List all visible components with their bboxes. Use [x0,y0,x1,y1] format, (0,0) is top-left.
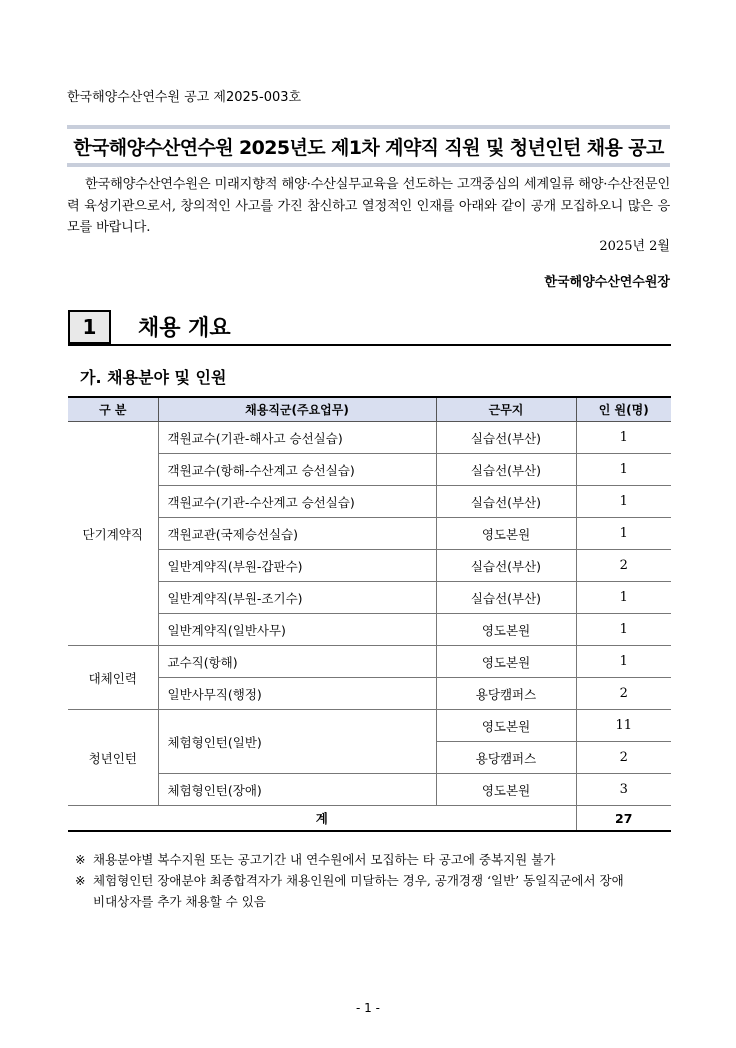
location-cell: 영도본원 [436,646,576,678]
reference-mark: ※ [75,852,86,867]
notice-date: 2025년 2월 [599,239,670,254]
table-row [68,614,671,646]
job-cell: 일반계약직(부원-갑판수) [158,550,436,582]
note-text: 체험형인턴 장애분야 최종합격자가 채용인원에 미달하는 경우, 공개경쟁 ‘일반’ 동일직군에서 장애 [93,873,624,888]
table-row [68,678,671,710]
job-cell: 일반계약직(부원-조기수) [158,582,436,614]
count-cell: 1 [576,646,671,678]
job-cell: 객원교관(국제승선실습) [158,518,436,550]
count-cell: 1 [576,518,671,550]
job-cell: 일반사무직(행정) [158,678,436,710]
document-title: 한국해양수산연수원 2025년도 제1차 계약직 직원 및 청년인턴 채용 공고 [73,136,664,159]
location-cell: 용당캠퍼스 [436,742,576,774]
job-cell: 객원교수(기관-해사고 승선실습) [158,422,436,454]
count-cell: 2 [576,550,671,582]
note-duplicate-application [75,849,675,870]
section-title: 채용 개요 [138,316,231,341]
count-cell: 1 [576,422,671,454]
recruitment-table [68,396,671,832]
table-row [68,550,671,582]
table-row [68,486,671,518]
page-number: - 1 - [356,1001,380,1015]
location-cell: 영도본원 [436,614,576,646]
category-cell: 단기계약직 [68,422,158,646]
location-cell: 실습선(부산) [436,582,576,614]
table-row [68,710,671,742]
count-cell: 1 [576,614,671,646]
header-job: 채용직군(주요업무) [158,397,436,422]
notice-number: 한국해양수산연수원 공고 제2025-003호 [67,90,302,105]
count-cell: 1 [576,582,671,614]
subsection-title: 가. 채용분야 및 인원 [80,368,227,387]
note-text-continued: 비대상자를 추가 채용할 수 있음 [93,894,266,909]
section-number: 1 [68,310,111,344]
note-text: 채용분야별 복수지원 또는 공고기간 내 연수원에서 모집하는 타 공고에 중복지원 불가 [93,852,556,867]
note-disability-intern [75,870,675,912]
location-cell: 실습선(부산) [436,486,576,518]
header-count: 인 원(명) [576,397,671,422]
job-cell: 체험형인턴(일반) [158,710,436,774]
count-cell: 2 [576,742,671,774]
category-cell: 대체인력 [68,646,158,710]
total-count: 27 [576,806,671,832]
category-cell: 청년인턴 [68,710,158,806]
reference-mark: ※ [75,873,86,888]
total-label: 계 [68,806,576,832]
count-cell: 1 [576,454,671,486]
table-header-row [68,397,671,422]
job-cell: 객원교수(기관-수산계고 승선실습) [158,486,436,518]
location-cell: 영도본원 [436,710,576,742]
table-row [68,774,671,806]
table-row [68,582,671,614]
location-cell: 실습선(부산) [436,454,576,486]
location-cell: 영도본원 [436,518,576,550]
issuer-name: 한국해양수산연수원장 [544,275,670,290]
count-cell: 2 [576,678,671,710]
total-row [68,806,671,832]
location-cell: 실습선(부산) [436,550,576,582]
job-cell: 체험형인턴(장애) [158,774,436,806]
header-category: 구 분 [68,397,158,422]
job-cell: 교수직(항해) [158,646,436,678]
job-cell: 객원교수(항해-수산계고 승선실습) [158,454,436,486]
count-cell: 1 [576,486,671,518]
intro-paragraph: 한국해양수산연수원은 미래지향적 해양·수산실무교육을 선도하는 고객중심의 세계일류 해양·수산전문인력 육성기관으로서, 창의적인 사고를 가진 참신하고 열정적인 인재를 아래와 같이 공개 모집하오니 많은 응모를 바랍니다. [67,177,670,235]
location-cell: 실습선(부산) [436,422,576,454]
header-location: 근무지 [436,397,576,422]
table-row [68,454,671,486]
document-title-box [67,125,670,167]
table-row [68,646,671,678]
count-cell: 3 [576,774,671,806]
job-cell: 일반계약직(일반사무) [158,614,436,646]
location-cell: 영도본원 [436,774,576,806]
section-divider [68,344,671,346]
location-cell: 용당캠퍼스 [436,678,576,710]
count-cell: 11 [576,710,671,742]
table-row [68,518,671,550]
table-row [68,422,671,454]
